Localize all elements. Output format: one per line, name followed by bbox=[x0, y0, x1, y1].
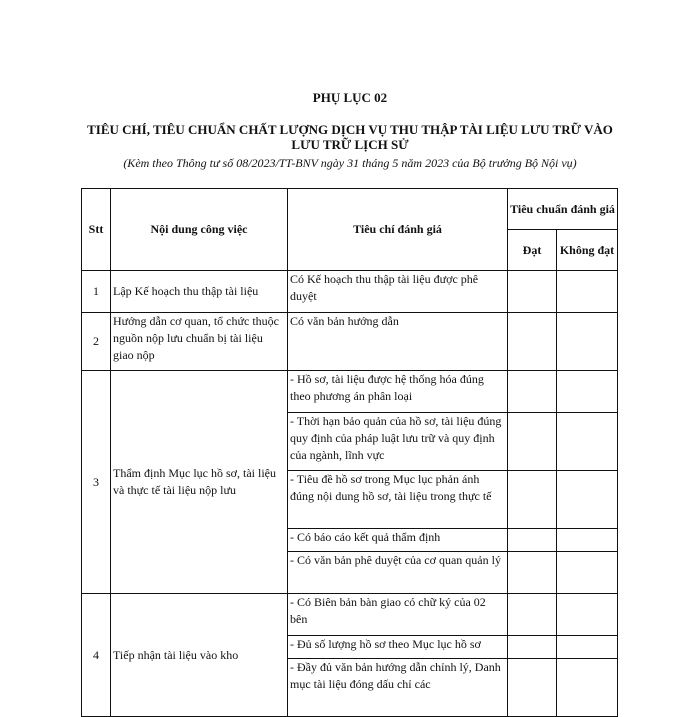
table-row bbox=[82, 271, 618, 313]
row-criterion: - Thời hạn bảo quản của hồ sơ, tài liệu đúng quy định của pháp luật lưu trữ và quy định của ngành, lĩnh vực bbox=[288, 413, 508, 471]
row-criterion: Có Kế hoạch thu thập tài liệu được phê duyệt bbox=[288, 271, 508, 313]
fail-cell[interactable] bbox=[557, 636, 618, 659]
row-criterion: - Tiêu đề hồ sơ trong Mục lục phản ánh đúng nội dung hồ sơ, tài liệu trong thực tế bbox=[288, 471, 508, 529]
row-criterion: - Đủ số lượng hồ sơ theo Mục lục hồ sơ bbox=[288, 636, 508, 659]
row-task: Lập Kế hoạch thu thập tài liệu bbox=[111, 271, 288, 313]
row-stt: 3 bbox=[82, 371, 111, 594]
header-fail: Không đạt bbox=[557, 230, 618, 271]
pass-cell[interactable] bbox=[508, 636, 557, 659]
fail-cell[interactable] bbox=[557, 529, 618, 552]
document-title: TIÊU CHÍ, TIÊU CHUẨN CHẤT LƯỢNG DỊCH VỤ THU THẬP TÀI LIỆU LƯU TRỮ VÀO LƯU TRỮ LỊCH SỬ bbox=[87, 122, 613, 152]
appendix-title: PHỤ LỤC 02 bbox=[312, 90, 388, 105]
pass-cell[interactable] bbox=[508, 413, 557, 471]
row-criterion: - Đầy đủ văn bản hướng dẫn chỉnh lý, Danh mục tài liệu đóng dấu chỉ các bbox=[288, 659, 508, 717]
fail-cell[interactable] bbox=[557, 413, 618, 471]
row-criterion: Có văn bản hướng dẫn bbox=[288, 313, 508, 371]
table-row bbox=[82, 371, 618, 413]
pass-cell[interactable] bbox=[508, 659, 557, 717]
row-task: Hướng dẫn cơ quan, tổ chức thuộc nguồn nộp lưu chuẩn bị tài liệu giao nộp bbox=[111, 313, 288, 371]
fail-cell[interactable] bbox=[557, 552, 618, 594]
pass-cell[interactable] bbox=[508, 471, 557, 529]
row-criterion: - Có báo cáo kết quả thẩm định bbox=[288, 529, 508, 552]
header-task: Nội dung công việc bbox=[111, 189, 288, 271]
header-standard: Tiêu chuẩn đánh giá bbox=[508, 189, 618, 230]
row-stt: 4 bbox=[82, 594, 111, 717]
header-criteria: Tiêu chí đánh giá bbox=[288, 189, 508, 271]
pass-cell[interactable] bbox=[508, 271, 557, 313]
pass-cell[interactable] bbox=[508, 371, 557, 413]
row-criterion: - Hồ sơ, tài liệu được hệ thống hóa đúng theo phương án phân loại bbox=[288, 371, 508, 413]
header-stt: Stt bbox=[82, 189, 111, 271]
fail-cell[interactable] bbox=[557, 471, 618, 529]
criteria-table bbox=[81, 188, 618, 717]
row-task: Tiếp nhận tài liệu vào kho bbox=[111, 594, 288, 717]
pass-cell[interactable] bbox=[508, 529, 557, 552]
row-task: Thẩm định Mục lục hồ sơ, tài liệu và thực tế tài liệu nộp lưu bbox=[111, 371, 288, 594]
pass-cell[interactable] bbox=[508, 552, 557, 594]
row-criterion: - Có Biên bản bàn giao có chữ ký của 02 bên bbox=[288, 594, 508, 636]
fail-cell[interactable] bbox=[557, 313, 618, 371]
table-row bbox=[82, 313, 618, 371]
fail-cell[interactable] bbox=[557, 371, 618, 413]
row-criterion: - Có văn bản phê duyệt của cơ quan quản lý bbox=[288, 552, 508, 594]
fail-cell[interactable] bbox=[557, 271, 618, 313]
header-pass: Đạt bbox=[508, 230, 557, 271]
row-stt: 1 bbox=[82, 271, 111, 313]
fail-cell[interactable] bbox=[557, 659, 618, 717]
row-stt: 2 bbox=[82, 313, 111, 371]
table-row bbox=[82, 594, 618, 636]
pass-cell[interactable] bbox=[508, 313, 557, 371]
fail-cell[interactable] bbox=[557, 594, 618, 636]
document-subtitle: (Kèm theo Thông tư số 08/2023/TT-BNV ngày 31 tháng 5 năm 2023 của Bộ trưởng Bộ Nội vụ) bbox=[123, 156, 577, 170]
pass-cell[interactable] bbox=[508, 594, 557, 636]
